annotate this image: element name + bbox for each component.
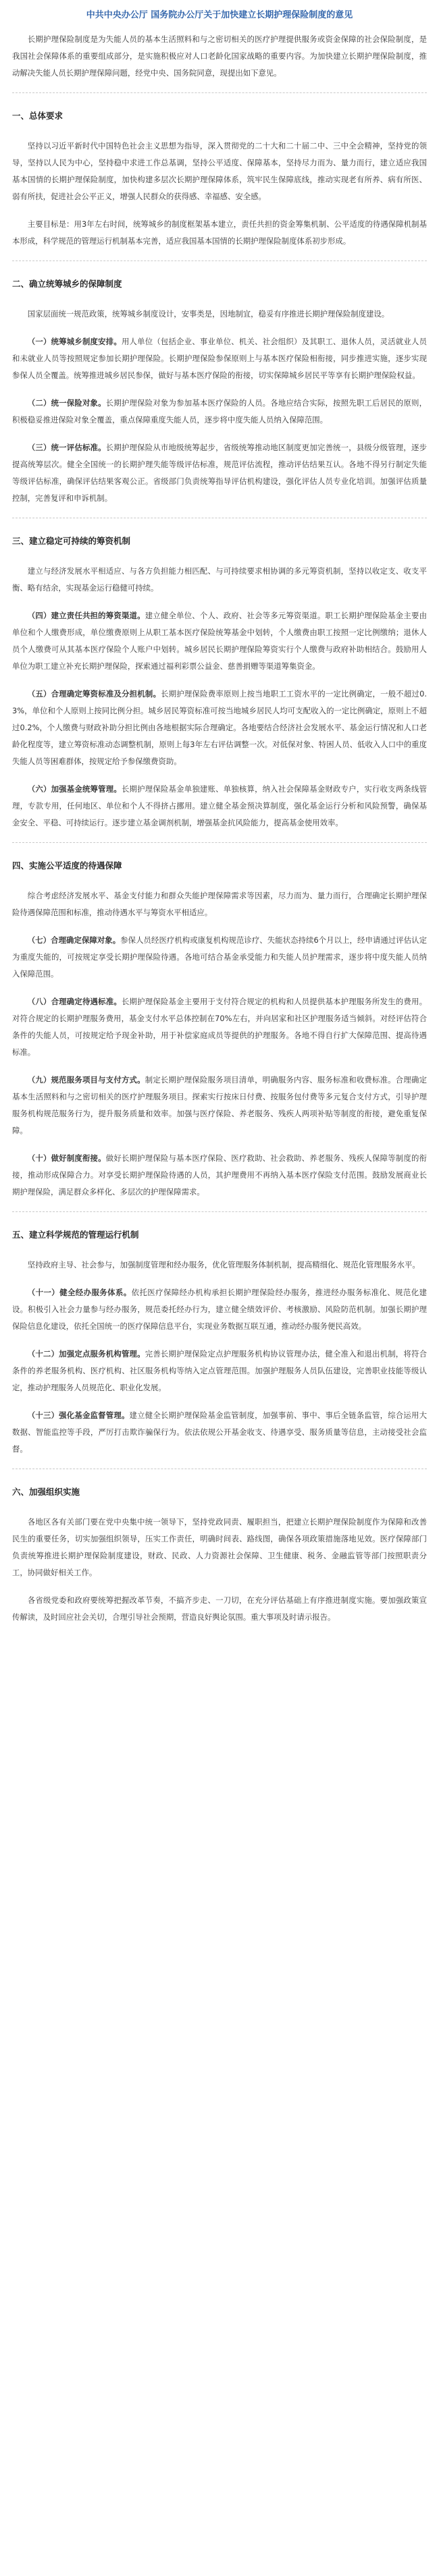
paragraph-text: 综合考虑经济发展水平、基金支付能力和群众失能护理保障需求等因素，尽力而为、量力而行，合理确定长期护理保险待遇保障范围和标准，推动待遇水平与筹资水平相适应。 — [12, 891, 427, 917]
paragraph-text: 长期护理保险对象为参加基本医疗保险的人员。各地应结合实际，按照先职工后居民的原则，积极稳妥推进保险对象全覆盖，重点保障重度失能人员，逐步将中度失能人员纳入保障范围。 — [12, 398, 427, 424]
paragraph-lead: （九）规范服务项目与支付方式。 — [27, 1075, 145, 1085]
paragraph-lead: （八）合理确定待遇标准。 — [27, 997, 122, 1006]
paragraph-text: 依托医疗保障经办机构承担长期护理保险经办服务，推进经办服务标准化、规范化建设。积极引入社会力量参与经办服务，规范委托经办行为，建立健全绩效评价、考核激励、风险防范机制。加强长期护理保险信息化建设，依托全国统一的医疗保障信息平台，实现业务数据互联互通，推动经办服务便民高效。 — [12, 1288, 427, 1331]
section-paragraph — [12, 1514, 427, 1581]
paragraph-text: 长期护理保险基金主要用于支付符合规定的机构和人员提供基本护理服务所发生的费用。对符合规定的长期护理服务费用，基金支付水平总体控制在70%左右，并向居家和社区护理服务适当倾斜。对经评估符合条件的失能人员，可按规定给予现金补助，用于补偿家庭成员等提供的护理服务。各地不得自行扩大保障范围、提高待遇标准。 — [12, 997, 427, 1057]
paragraph-text: 做好长期护理保险与基本医疗保险、医疗救助、社会救助、养老服务、残疾人保障等制度的衔接，推动形成保障合力。对享受长期护理保险待遇的人员，其护理费用不再纳入基本医疗保险支付范围。鼓励发展商业长期护理保险，满足群众多样化、多层次的护理保障需求。 — [12, 1153, 427, 1197]
section-paragraph — [12, 1592, 427, 1626]
section-paragraph — [12, 781, 427, 831]
paragraph-lead: （二）统一保险对象。 — [27, 398, 106, 408]
paragraph-lead: （一）统筹城乡制度安排。 — [27, 337, 122, 346]
paragraph-lead: （三）统一评估标准。 — [27, 443, 106, 452]
section-paragraph — [12, 932, 427, 983]
paragraph-text: 建立与经济发展水平相适应、与各方负担能力相匹配、与可持续要求相协调的多元筹资机制，坚持以收定支、收支平衡、略有结余，实现基金运行稳健可持续。 — [12, 566, 427, 593]
section-paragraph — [12, 1284, 427, 1335]
paragraph-text: 各省级党委和政府要统筹把握改革节奏，不搞齐步走、一刀切，在充分评估基础上有序推进制度实施。要加强政策宣传解读，及时回应社会关切，合理引导社会预期，营造良好舆论氛围。重大事项及时请示报告。 — [12, 1595, 427, 1622]
paragraph-text: 制定长期护理保险服务项目清单，明确服务内容、服务标准和收费标准。合理确定基本生活照料和与之密切相关的医疗护理服务项目。探索实行按床日付费、按服务包付费等多元复合支付方式，引导护理服务机构规范服务行为，提升服务质量和效率。加强与医疗保险、养老服务、残疾人两项补贴等制度的衔接，避免重复保障。 — [12, 1075, 427, 1135]
section-heading: 五、建立科学规范的管理运行机制 — [12, 1230, 139, 1240]
section-paragraph — [12, 138, 427, 205]
paragraph-text: 完善长期护理保险定点护理服务机构协议管理办法，健全准入和退出机制，将符合条件的养老服务机构、医疗机构、社区服务机构等纳入定点管理范围。加强护理服务人员队伍建设，完善职业技能等级认定，推动护理服务人员规范化、职业化发展。 — [12, 1349, 427, 1392]
section-heading: 二、确立统筹城乡的保障制度 — [12, 279, 122, 289]
section-heading: 四、实施公平适度的待遇保障 — [12, 860, 122, 871]
paragraph-text: 坚持政府主导、社会参与，加强制度管理和经办服务，优化管理服务体制机制，提高精细化、规范化管理服务水平。 — [27, 1260, 420, 1269]
paragraph-lead: （十一）健全经办服务体系。 — [27, 1288, 132, 1297]
paragraph-lead: （四）建立责任共担的筹资渠道。 — [27, 611, 145, 620]
section-paragraph — [12, 563, 427, 597]
section-paragraph — [12, 333, 427, 384]
paragraph-text: 长期护理保险从市地级统筹起步，省级统筹推动地区制度更加完善统一，县级分级管理，逐步提高统筹层次。健全全国统一的长期护理失能等级评估标准，规范评估流程，推动评估结果互认。各地不得另行制定失能等级评估标准，确保评估结果客观公正。省级部门负责统筹指导评估机构建设，强化评估人员专业化培训。加强评估质量控制，完善复评和申诉机制。 — [12, 443, 427, 503]
section-paragraph — [12, 607, 427, 675]
paragraph-text: 主要目标是：用3年左右时间，统筹城乡的制度框架基本建立，责任共担的资金筹集机制、公平适度的待遇保障机制基本形成，科学规范的管理运行机制基本完善，适应我国基本国情的长期护理保险制度体系初步形成。 — [12, 219, 427, 246]
section-paragraph — [12, 887, 427, 921]
section-paragraph — [12, 1407, 427, 1458]
paragraph-lead: （六）加强基金统筹管理。 — [27, 784, 122, 794]
paragraph-text: 建立健全单位、个人、政府、社会等多元筹资渠道。职工长期护理保险基金主要由单位和个人缴费形成，单位缴费原则上从职工基本医疗保险统筹基金中划转，个人缴费由职工按照一定比例缴纳；退休人员个人缴费可从其基本医疗保险个人账户中划转。城乡居民长期护理保险筹资实行个人缴费与政府补助相结合。鼓励用人单位为职工建立补充长期护理保险，探索通过福利彩票公益金、慈善捐赠等渠道筹集资金。 — [12, 611, 427, 671]
paragraph-lead: （十）做好制度衔接。 — [27, 1153, 106, 1163]
section-paragraph — [12, 1150, 427, 1201]
paragraph-lead: （七）合理确定保障对象。 — [27, 935, 121, 945]
document-title: 中共中央办公厅 国务院办公厅关于加快建立长期护理保险制度的意见 — [86, 10, 353, 20]
section-paragraph — [12, 993, 427, 1061]
section-paragraph — [12, 1346, 427, 1396]
intro-paragraph: 长期护理保险制度是为失能人员的基本生活照料和与之密切相关的医疗护理提供服务或资金保障的社会保险制度，是我国社会保障体系的重要组成部分，是实施积极应对人口老龄化国家战略的重要内容。为加快建立长期护理保险制度，推动解决失能人员长期护理保障问题，经党中央、国务院同意，现提出如下意见。 — [12, 34, 427, 78]
section-paragraph — [12, 395, 427, 429]
section-heading: 三、建立稳定可持续的筹资机制 — [12, 536, 131, 546]
section-heading: 六、加强组织实施 — [12, 1487, 80, 1497]
section-paragraph — [12, 1257, 427, 1273]
section-paragraph — [12, 1072, 427, 1139]
paragraph-text: 各地区各有关部门要在党中央集中统一领导下，坚持党政同责、履职担当，把建立长期护理保险制度作为保障和改善民生的重要任务，切实加强组织领导，压实工作责任，明确时间表、路线图，确保各项政策措施落地见效。医疗保障部门负责统筹推进长期护理保险制度建设，财政、民政、人力资源社会保障、卫生健康、税务、金融监管等部门按照职责分工，协同做好相关工作。 — [12, 1517, 427, 1577]
section-paragraph — [12, 216, 427, 250]
paragraph-text: 坚持以习近平新时代中国特色社会主义思想为指导，深入贯彻党的二十大和二十届二中、三中全会精神，坚持党的领导，坚持以人民为中心，坚持稳中求进工作总基调，坚持公平适度、保障基本，坚持尽力而为、量力而行，建立适应我国基本国情的长期护理保险制度，加快构建多层次长期护理保障体系，筑牢民生保障底线，推动实现老有所养、病有所医、弱有所扶，促进社会公平正义，增强人民群众的获得感、幸福感、安全感。 — [12, 141, 427, 201]
paragraph-text: 长期护理保险基金单独建账、单独核算，纳入社会保障基金财政专户，实行收支两条线管理，专款专用，任何地区、单位和个人不得挤占挪用。建立健全基金预决算制度，强化基金运行分析和风险预警，确保基金安全、平稳、可持续运行。逐步建立基金调剂机制，增强基金抗风险能力，提高基金使用效率。 — [12, 784, 427, 827]
paragraph-text: 用人单位（包括企业、事业单位、机关、社会组织）及其职工、退休人员，灵活就业人员和未就业人员等按照规定参加长期护理保险。长期护理保险参保原则上与基本医疗保险相衔接，同步推进实施，逐步实现参保人员全覆盖。统筹推进城乡居民参保，做好与基本医疗保险的衔接，切实保障城乡居民平等享有长期护理保险权益。 — [12, 337, 427, 380]
section-paragraph — [12, 686, 427, 770]
paragraph-text: 长期护理保险费率原则上按当地职工工资水平的一定比例确定，一般不超过0.3%，单位和个人原则上按同比例分担。城乡居民筹资标准可按当地城乡居民人均可支配收入的一定比例确定，原则上不超过0.2%，个人缴费与财政补助分担比例由各地根据实际合理确定。各地要结合经济社会发展水平、基金运行情况和人口老龄化程度等，建立筹资标准动态调整机制，原则上每3年左右评估调整一次。对低保对象、特困人员、低收入人口中的重度失能人员等困难群体，按规定给予参保缴费资助。 — [12, 689, 427, 766]
section-divider — [12, 1211, 427, 1212]
paragraph-text: 参保人员经医疗机构或康复机构规范诊疗、失能状态持续6个月以上，经申请通过评估认定为重度失能的，可按规定享受长期护理保险待遇。各地可结合基金承受能力和失能人员护理需求，逐步将中度失能人员纳入保障范围。 — [12, 935, 427, 979]
section-paragraph — [12, 439, 427, 507]
paragraph-text: 国家层面统一规范政策，统筹城乡制度设计，安事类是，因地制宜，稳妥有序推进长期护理保险制度建设。 — [27, 309, 390, 319]
paragraph-lead: （十三）强化基金监督管理。 — [27, 1410, 130, 1420]
section-heading: 一、总体要求 — [12, 111, 63, 121]
paragraph-lead: （五）合理确定筹资标准及分担机制。 — [27, 689, 161, 698]
section-divider — [12, 92, 427, 93]
section-divider — [12, 842, 427, 843]
section-paragraph — [12, 306, 427, 323]
paragraph-text: 建立健全长期护理保险基金监管制度，加强事前、事中、事后全链条监管，综合运用大数据、智能监控等手段，严厉打击欺诈骗保行为。依法依规公开基金收支、待遇享受、服务质量等信息，主动接受社会监督。 — [12, 1410, 427, 1454]
paragraph-lead: （十二）加强定点服务机构管理。 — [27, 1349, 145, 1359]
article-body — [12, 92, 427, 1626]
